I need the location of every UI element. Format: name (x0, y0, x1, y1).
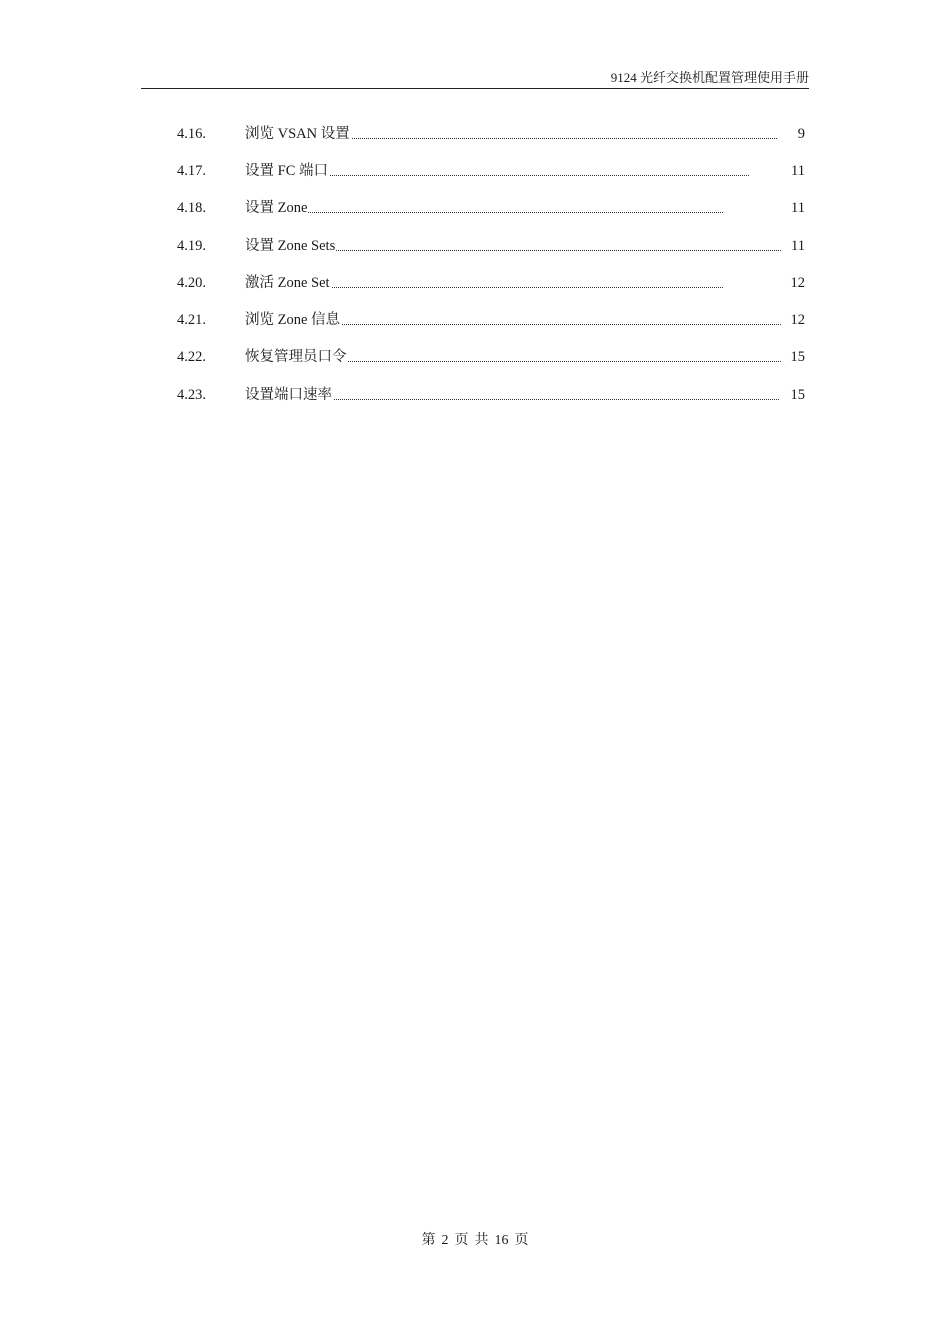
toc-entry[interactable] (177, 197, 805, 219)
footer-current-page: 2 (441, 1233, 449, 1248)
toc-entry-title: 浏览 Zone 信息 (245, 309, 341, 331)
toc-dot-leader (257, 399, 779, 400)
toc-entry[interactable] (177, 160, 805, 182)
toc-entry[interactable] (177, 346, 805, 368)
toc-entry-page: 9 (798, 123, 805, 145)
toc-entry-page: 15 (791, 346, 806, 368)
page-header (141, 70, 809, 89)
toc-entry-number: 4.21. (177, 312, 206, 328)
toc-entry-page: 11 (791, 197, 805, 219)
footer-suffix: 页 (514, 1233, 529, 1248)
toc-entry-page: 11 (791, 235, 805, 257)
toc-entry-title: 激活 Zone Set (245, 272, 331, 294)
page-footer (0, 1232, 950, 1250)
toc-entry-number: 4.16. (177, 126, 206, 142)
footer-total-pages: 16 (494, 1233, 509, 1248)
toc-dot-leader (257, 175, 749, 176)
toc-entry-page: 12 (791, 309, 806, 331)
toc-entry[interactable] (177, 272, 805, 294)
toc-entry-number: 4.20. (177, 275, 206, 291)
toc-entry-page: 12 (791, 272, 806, 294)
toc-entry-title: 浏览 VSAN 设置 (245, 123, 351, 145)
toc-entry-title: 设置 Zone Sets (245, 235, 336, 257)
document-title: 9124 光纤交换机配置管理使用手册 (610, 70, 809, 85)
toc-entry[interactable] (177, 123, 805, 145)
toc-dot-leader (257, 212, 723, 213)
toc-entry-number: 4.23. (177, 387, 206, 403)
footer-total-word: 共 (474, 1233, 489, 1248)
toc-entry[interactable] (177, 309, 805, 331)
footer-page-word: 页 (454, 1233, 469, 1248)
footer-prefix: 第 (421, 1233, 436, 1248)
toc-entry-number: 4.18. (177, 200, 206, 216)
toc-entry-title: 设置端口速率 (245, 384, 333, 406)
toc-entry-title: 设置 FC 端口 (245, 160, 329, 182)
toc-entry[interactable] (177, 235, 805, 257)
toc-entry-title: 恢复管理员口令 (245, 346, 348, 368)
toc-entry-number: 4.22. (177, 349, 206, 365)
toc-entry-number: 4.19. (177, 238, 206, 254)
toc-entry-page: 11 (791, 160, 805, 182)
toc-entry-number: 4.17. (177, 163, 206, 179)
toc-entry-page: 15 (791, 384, 806, 406)
toc-entry[interactable] (177, 384, 805, 406)
toc-entry-title: 设置 Zone (245, 197, 308, 219)
